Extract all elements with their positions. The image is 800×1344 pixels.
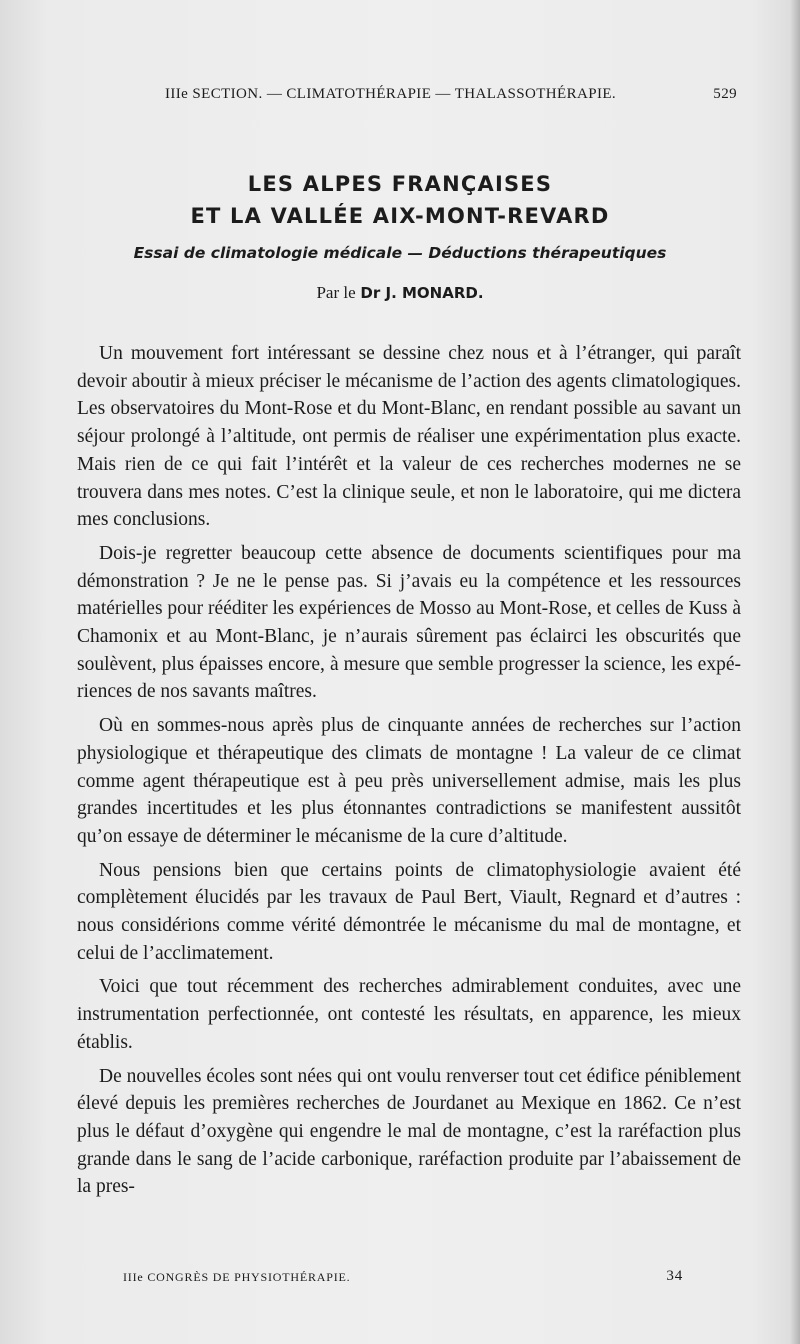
- signature-mark: 34: [666, 1268, 683, 1284]
- author-line: [0, 282, 800, 304]
- footer-congress: IIIe CONGRÈS DE PHYSIOTHÉRAPIE.: [123, 1270, 351, 1284]
- article-subtitle: Essai de climatologie médicale — Déductions thérapeutiques: [133, 244, 667, 262]
- page-edge-shadow: [790, 0, 800, 1344]
- paragraph-6: De nouvelles écoles sont nées qui ont voulu renverser tout cet édifice péniblement élevé depuis les premières recherches de Jourdanet au Mexique en 1862. Ce n’est plus le défaut d’oxygène qui engendre le mal de montagne, c’est la raréfaction plus grande dans le sang de l’acide carbonique, raréfaction produite par l’abaissement de la pres-: [77, 1065, 741, 1198]
- section-heading: IIIe SECTION. — CLIMATOTHÉRAPIE — THALASSOTHÉRAPIE.: [165, 86, 617, 102]
- page-number: 529: [713, 86, 737, 102]
- paragraph-2: Dois-je regretter beaucoup cette absence de documents scientifiques pour ma démonstration ? Je ne le pense pas. Si j’avais eu la compétence et les ressources matérielles pour rééditer les expériences de Mosso au Mont-Rose, et celles de Kuss à Chamonix et au Mont-Blanc, je n’aurais sûrement pas éclairci les obscurités que soulèvent, plus épaisses encore, à mesure que semble progresser la science, les expériences de nos savants maîtres.: [77, 542, 741, 703]
- running-head: [165, 86, 765, 108]
- body-text: [77, 340, 741, 1207]
- paragraph-5: Voici que tout récemment des recherches admirablement conduites, avec une instrumentation perfectionnée, ont contesté les résultats, en apparence, les mieux établis.: [77, 976, 741, 1053]
- paragraph-4: Nous pensions bien que certains points de climatophysiologie avaient été complètement élucidés par les travaux de Paul Bert, Viault, Regnard et d’autres : nous considérions comme vérité démontrée le mécanisme du mal de montagne, et celui de l’acclimatement.: [77, 859, 741, 964]
- title-line-2: ET LA VALLÉE AIX-MONT-REVARD: [190, 204, 610, 228]
- title-line-1: LES ALPES FRANÇAISES: [247, 172, 553, 196]
- article-title: [0, 168, 800, 232]
- paragraph-1: Un mouvement fort intéressant se dessine chez nous et à l’étranger, qui paraît devoir aboutir à mieux préciser le mécanisme de l’action des agents climatologiques. Les observatoires du Mont-Rose et du Mont-Blanc, en rendant possible au savant un séjour prolongé à l’altitude, ont permis de réaliser une expérimentation plus exacte. Mais rien de ce qui fait l’intérêt et la valeur de ces recherches modernes ne se trouvera dans mes notes. C’est la clinique seule, et non le laboratoire, qui me dictera mes conclusions.: [77, 343, 741, 531]
- paragraph-3: Où en sommes-nous après plus de cinquante années de recherches sur l’action physiologique et thérapeutique des climats de montagne ! La valeur de ce climat comme agent thérapeutique est à peu près universellement admise, mais les plus grandes incertitudes et les plus étonnantes contradictions se manifestent aussitôt qu’on essaye de déterminer le mécanisme de la cure d’altitude.: [77, 715, 741, 847]
- author-prefix: Par le: [316, 283, 356, 302]
- author-name: Dr J. MONARD.: [360, 284, 484, 302]
- page-footer: [123, 1268, 683, 1288]
